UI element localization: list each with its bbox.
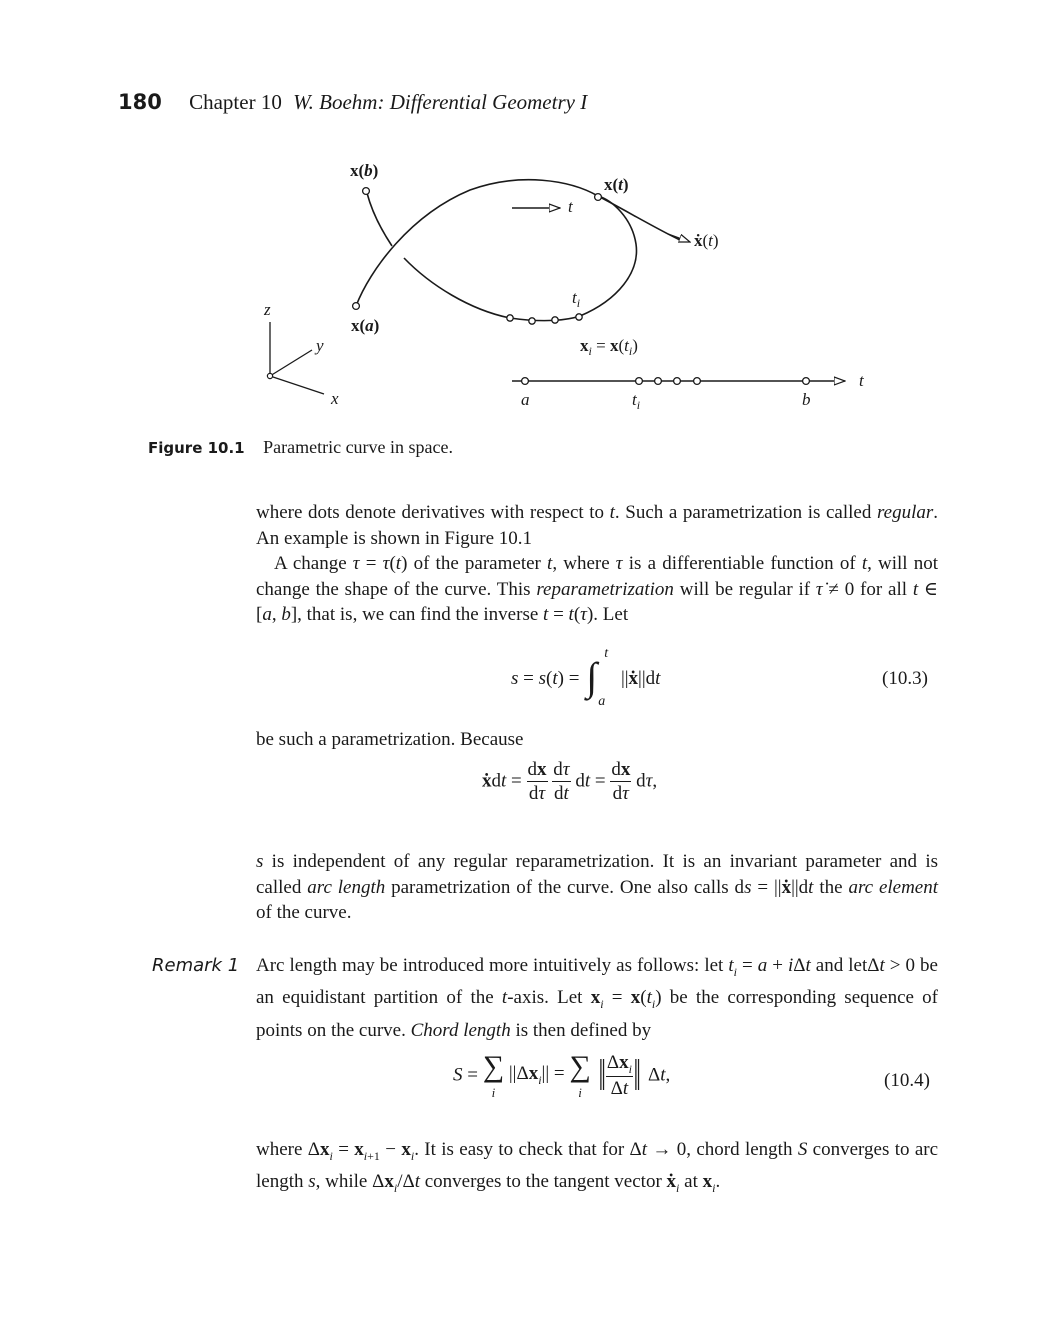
equation-10-3: s = s(t) = ∫ t a ||ẋ||dt (511, 646, 661, 709)
figure-caption (148, 437, 453, 458)
label-xa: x(a) (351, 316, 380, 335)
label-xi-eq: $x_i = x(t_i)$ (580, 336, 638, 358)
paragraph-because: be such a parametrization. Because (256, 729, 524, 750)
line-label-t: t (859, 371, 864, 390)
paragraph-chord-convergence: where $\Delta x_i = x_{i+1} - x_i$. It is easy to check that for Δt → 0, chord length S converges to arc length s, while $\Delta x_i/\Delta t$ converges to the tangent vector ẋ$_i$ at $x_i$. (256, 1139, 939, 1196)
chapter-label: Chapter 10 (189, 90, 282, 114)
equation-number-10-3: (10.3) (882, 668, 928, 689)
axis-label-z: z (264, 300, 271, 319)
paragraph-regular: where dots denote derivatives with respect to t. Such a parametrization is called regular. An example is shown in Figure 10.1 (256, 502, 938, 549)
label-xdot: ẋ(t) (694, 231, 719, 250)
label-xb: x(b) (350, 161, 379, 180)
coordinate-axes (270, 322, 324, 394)
tangent-arrow (668, 234, 690, 242)
equation-number-10-4: (10.4) (884, 1070, 930, 1091)
equation-10-4: S = ∑ i $||\Delta x_i||$ = ∑ i ‖ $\frac{\Delta x_i}{\Delta t}$ ‖ Δt, (453, 1050, 671, 1100)
equation-chain-rule: ẋdt = $\frac{dx}{d\tau}$ $\frac{d\tau}{dt}$ dt = $\frac{dx}{d\tau}$ dτ, (482, 759, 658, 804)
parameter-line (512, 378, 845, 385)
label-ti-curve: $t_i$ (572, 288, 581, 310)
caption-label: Figure 10.1 (148, 439, 245, 457)
line-label-b: b (802, 390, 811, 409)
page-number: 180 (118, 90, 162, 114)
space-curve (356, 180, 680, 321)
curve-points (353, 188, 602, 325)
running-header (118, 90, 587, 115)
line-label-ti: $t_i$ (632, 390, 641, 412)
axis-label-y: y (316, 336, 324, 355)
axis-label-x: x (331, 389, 339, 408)
figure-parametric-curve (0, 150, 1051, 420)
line-label-a: a (521, 390, 530, 409)
running-title: W. Boehm: Differential Geometry I (293, 90, 588, 114)
paragraph-remark: Arc length may be introduced more intuitively as follows: let $t_i = a + i\Delta t$ and letΔt > 0 be an equidistant partition of the t-axis. Let $x_i = x(t_i)$ be the corresponding sequence of points on the curve. Chord length is then defined by (256, 955, 938, 1041)
caption-text: Parametric curve in space. (263, 437, 454, 457)
remark-label: Remark 1 (152, 955, 240, 976)
label-t-arrow: t (568, 197, 573, 216)
paragraph-arc-length: s is independent of any regular reparametrization. It is an invariant parameter and is called arc length parametrization of the curve. One also calls ds = ||ẋ||dt the arc element of the curve. (256, 851, 939, 923)
paragraph-reparametrization: A change τ = τ(t) of the parameter t, where τ is a differentiable function of t, will not change the shape of the curve. This reparametrization will be regular if τ̇ ≠ 0 for all t ∈ [a, b], that is, we can find the inverse t = t(τ). Let (256, 553, 938, 625)
label-xt: x(t) (604, 175, 629, 194)
